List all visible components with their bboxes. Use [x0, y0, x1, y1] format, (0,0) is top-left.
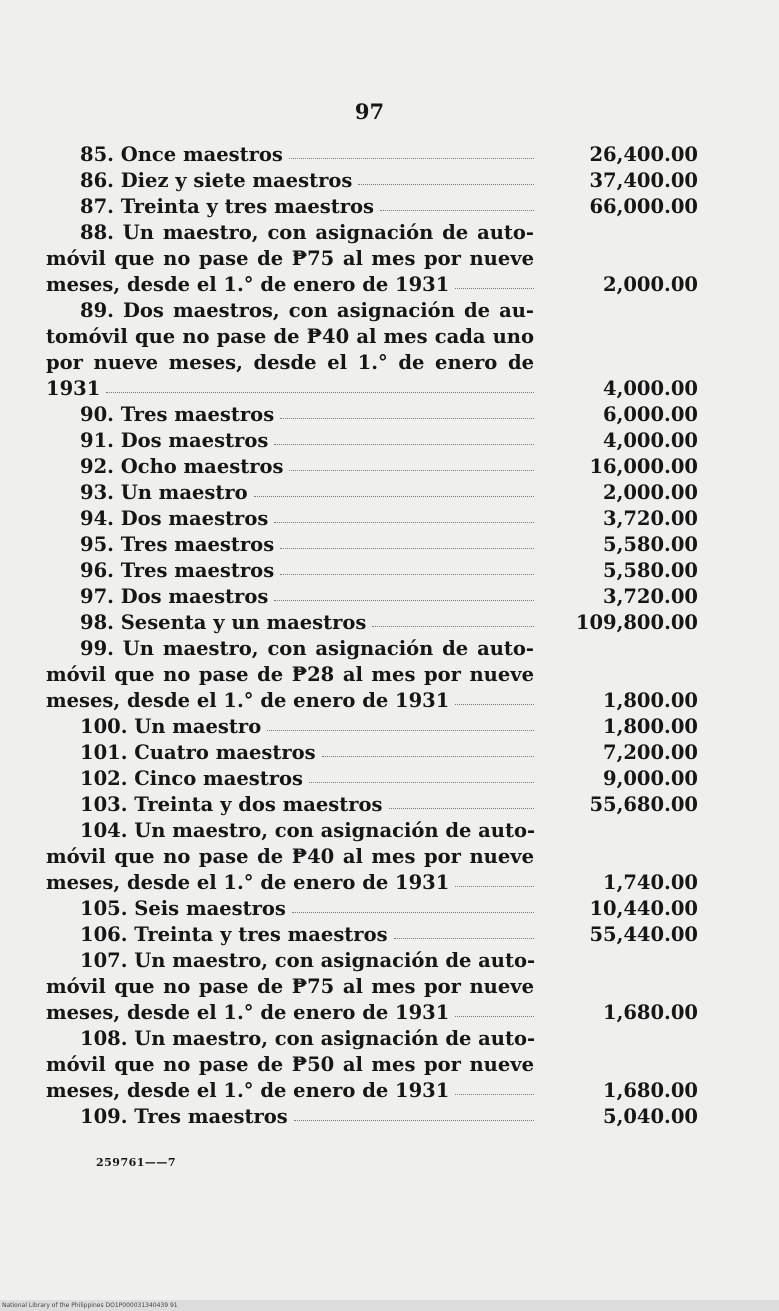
description-line	[46, 974, 698, 1000]
item-description: 96. Tres maestros	[80, 559, 275, 582]
dot-leader	[455, 1093, 534, 1095]
dot-leader	[294, 1119, 534, 1121]
item-description: 103. Treinta y dos maestros	[80, 793, 383, 816]
item-amount: 55,440.00	[589, 923, 698, 946]
item-amount: 66,000.00	[589, 195, 698, 218]
item-description: 101. Cuatro maestros	[80, 741, 316, 764]
budget-line-item	[46, 896, 698, 922]
dot-leader	[455, 1015, 534, 1017]
item-amount: 1,800.00	[603, 689, 698, 712]
description-line	[46, 1052, 698, 1078]
description-text: tomóvil que no pase de ₱40 al mes cada uno	[46, 325, 534, 348]
dot-leader	[292, 911, 534, 913]
budget-line-item	[46, 532, 698, 558]
item-description: 100. Un maestro	[80, 715, 262, 738]
item-amount: 26,400.00	[589, 143, 698, 166]
budget-line-item	[46, 558, 698, 584]
item-description: 91. Dos maestros	[80, 429, 269, 452]
item-description: 92. Ocho maestros	[80, 455, 284, 478]
dot-leader	[322, 755, 534, 757]
budget-line-item	[46, 142, 698, 168]
item-description: 109. Tres maestros	[80, 1105, 288, 1128]
budget-line-item	[46, 1000, 698, 1026]
description-line	[46, 948, 698, 974]
item-amount: 1,800.00	[603, 715, 698, 738]
item-description: 106. Treinta y tres maestros	[80, 923, 388, 946]
description-line	[46, 818, 698, 844]
item-description: 102. Cinco maestros	[80, 767, 303, 790]
description-text: 89. Dos maestros, con asignación de au-	[80, 299, 534, 322]
item-amount: 1,680.00	[603, 1001, 698, 1024]
dot-leader	[358, 183, 534, 185]
item-description: meses, desde el 1.° de enero de 1931	[46, 871, 450, 894]
item-amount: 3,720.00	[603, 585, 698, 608]
item-description: 95. Tres maestros	[80, 533, 275, 556]
dot-leader	[280, 547, 534, 549]
budget-line-item	[46, 792, 698, 818]
item-description: 1931	[46, 377, 101, 400]
item-amount: 5,580.00	[603, 533, 698, 556]
description-text: móvil que no pase de ₱40 al mes por nueve	[46, 845, 534, 868]
item-amount: 7,200.00	[603, 741, 698, 764]
budget-line-item	[46, 870, 698, 896]
description-line	[46, 662, 698, 688]
item-amount: 37,400.00	[589, 169, 698, 192]
item-amount: 109,800.00	[575, 611, 698, 634]
budget-line-item	[46, 610, 698, 636]
budget-entries-list	[46, 142, 698, 1130]
dot-leader	[267, 729, 534, 731]
description-line	[46, 844, 698, 870]
description-text: por nueve meses, desde el 1.° de enero de	[46, 351, 534, 374]
item-amount: 6,000.00	[603, 403, 698, 426]
description-text: móvil que no pase de ₱75 al mes por nueve	[46, 975, 534, 998]
dot-leader	[455, 885, 534, 887]
dot-leader	[309, 781, 534, 783]
dot-leader	[372, 625, 534, 627]
budget-line-item	[46, 480, 698, 506]
dot-leader	[289, 157, 534, 159]
item-description: 93. Un maestro	[80, 481, 248, 504]
description-text: 99. Un maestro, con asignación de auto-	[80, 637, 534, 660]
page-number: 97	[354, 99, 385, 124]
item-amount: 2,000.00	[603, 273, 698, 296]
description-text: 107. Un maestro, con asignación de auto-	[80, 949, 536, 972]
dot-leader	[280, 573, 534, 575]
description-line	[46, 220, 698, 246]
item-description: meses, desde el 1.° de enero de 1931	[46, 273, 450, 296]
budget-line-item	[46, 688, 698, 714]
description-text: 104. Un maestro, con asignación de auto-	[80, 819, 536, 842]
item-description: meses, desde el 1.° de enero de 1931	[46, 689, 450, 712]
budget-line-item	[46, 402, 698, 428]
dot-leader	[254, 495, 534, 497]
dot-leader	[455, 287, 534, 289]
budget-line-item	[46, 714, 698, 740]
item-amount: 2,000.00	[603, 481, 698, 504]
budget-line-item	[46, 584, 698, 610]
budget-line-item	[46, 168, 698, 194]
description-line	[46, 350, 698, 376]
budget-line-item	[46, 740, 698, 766]
printer-code: 259761——7	[96, 1156, 177, 1169]
item-amount: 3,720.00	[603, 507, 698, 530]
dot-leader	[280, 417, 534, 419]
budget-line-item	[46, 376, 698, 402]
description-text: 88. Un maestro, con asignación de auto-	[80, 221, 534, 244]
description-line	[46, 1026, 698, 1052]
item-amount: 4,000.00	[603, 377, 698, 400]
budget-line-item	[46, 1104, 698, 1130]
description-text: móvil que no pase de ₱50 al mes por nueve	[46, 1053, 534, 1076]
dot-leader	[455, 703, 534, 705]
budget-line-item	[46, 766, 698, 792]
item-amount: 1,740.00	[603, 871, 698, 894]
description-text: 108. Un maestro, con asignación de auto-	[80, 1027, 536, 1050]
item-description: 87. Treinta y tres maestros	[80, 195, 374, 218]
dot-leader	[274, 521, 534, 523]
dot-leader	[274, 599, 534, 601]
item-description: 98. Sesenta y un maestros	[80, 611, 367, 634]
budget-line-item	[46, 922, 698, 948]
description-line	[46, 246, 698, 272]
budget-line-item	[46, 428, 698, 454]
item-amount: 5,580.00	[603, 559, 698, 582]
dot-leader	[380, 209, 534, 211]
item-amount: 55,680.00	[589, 793, 698, 816]
budget-line-item	[46, 1078, 698, 1104]
item-amount: 10,440.00	[589, 897, 698, 920]
item-description: 90. Tres maestros	[80, 403, 275, 426]
item-description: 94. Dos maestros	[80, 507, 269, 530]
dot-leader	[389, 807, 534, 809]
item-amount: 9,000.00	[603, 767, 698, 790]
dot-leader	[106, 391, 534, 393]
dot-leader	[394, 937, 534, 939]
description-line	[46, 324, 698, 350]
budget-line-item	[46, 272, 698, 298]
dot-leader	[289, 469, 534, 471]
scan-credit-strip: National Library of the Philippines DO1P000031340439 91	[0, 1300, 779, 1311]
budget-line-item	[46, 194, 698, 220]
description-line	[46, 636, 698, 662]
budget-line-item	[46, 506, 698, 532]
budget-line-item	[46, 454, 698, 480]
description-text: móvil que no pase de ₱75 al mes por nueve	[46, 247, 534, 270]
item-amount: 4,000.00	[603, 429, 698, 452]
item-description: 86. Diez y siete maestros	[80, 169, 353, 192]
item-amount: 1,680.00	[603, 1079, 698, 1102]
item-amount: 16,000.00	[589, 455, 698, 478]
item-description: meses, desde el 1.° de enero de 1931	[46, 1079, 450, 1102]
dot-leader	[274, 443, 534, 445]
item-description: 97. Dos maestros	[80, 585, 269, 608]
description-text: móvil que no pase de ₱28 al mes por nueve	[46, 663, 534, 686]
item-description: 105. Seis maestros	[80, 897, 286, 920]
item-amount: 5,040.00	[603, 1105, 698, 1128]
description-line	[46, 298, 698, 324]
item-description: meses, desde el 1.° de enero de 1931	[46, 1001, 450, 1024]
item-description: 85. Once maestros	[80, 143, 283, 166]
